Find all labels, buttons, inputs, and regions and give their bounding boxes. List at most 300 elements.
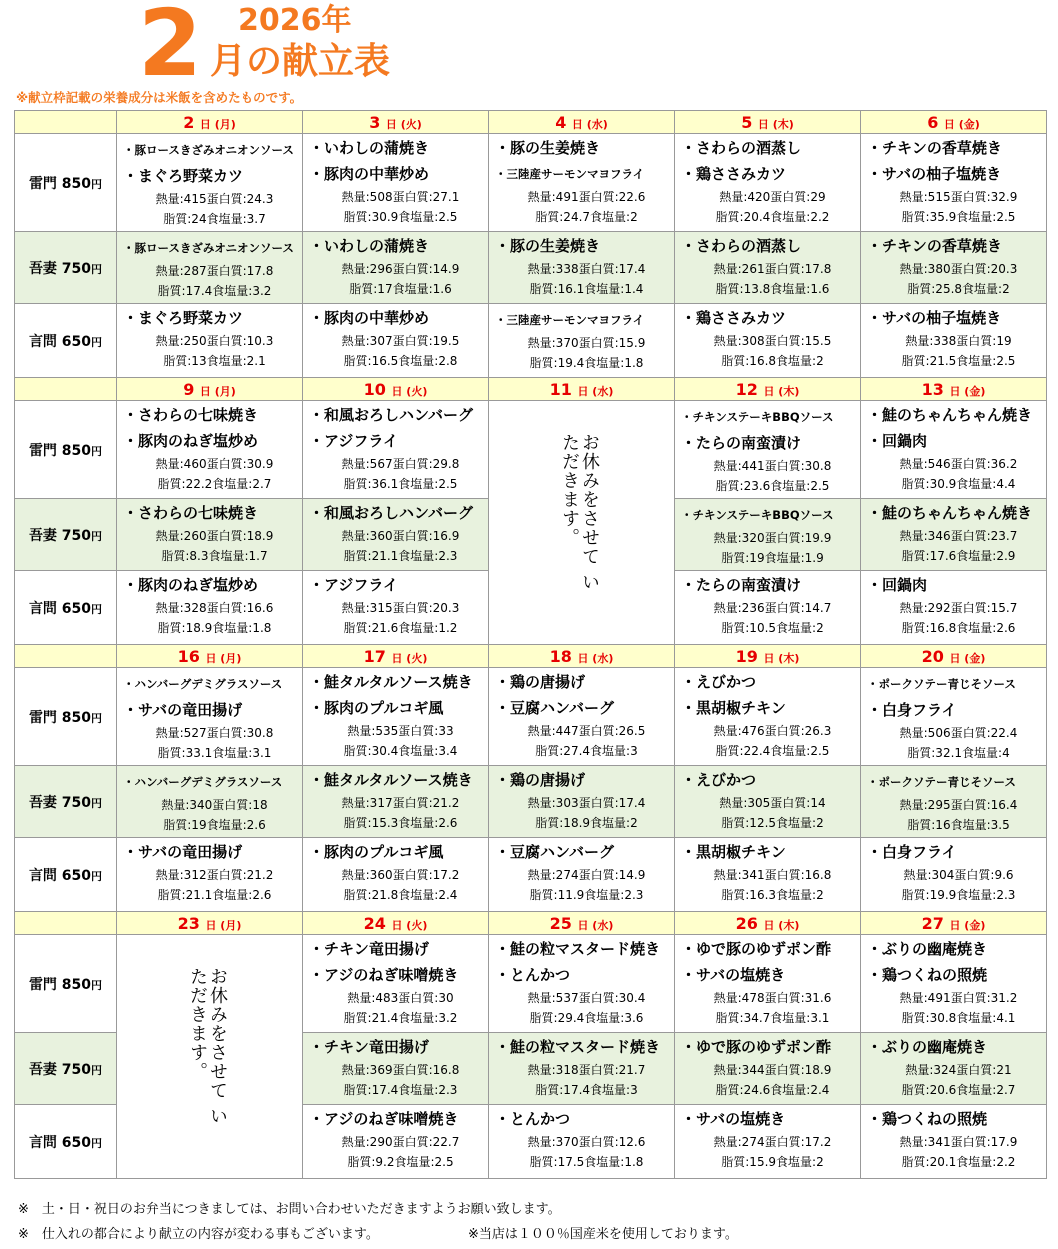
dish-name: ・白身フライ <box>867 843 957 861</box>
date-header <box>861 645 1047 668</box>
nutrition-energy-protein: 熱量:304蛋白質:9.6 <box>903 868 1014 882</box>
date-header <box>489 378 675 401</box>
menu-cell <box>861 232 1047 304</box>
dish-name: ・いわしの蒲焼き <box>309 139 430 157</box>
day-label: 日 (火) <box>385 117 422 131</box>
dish-name: ・豚の生姜焼き <box>495 237 601 255</box>
course-label <box>15 935 117 1033</box>
closed-day-cell <box>489 401 675 645</box>
day-label: 日 (水) <box>577 651 614 665</box>
course-name: 言問 650 <box>28 333 92 350</box>
nutrition-energy-protein: 熱量:491蛋白質:22.6 <box>527 190 646 204</box>
day-label: 日 (火) <box>391 384 428 398</box>
course-name: 吾妻 750 <box>28 1061 92 1078</box>
day-label: 日 (水) <box>577 918 614 932</box>
course-label <box>15 766 117 838</box>
course-unit: 円 <box>91 796 103 810</box>
nutrition-fat-salt: 脂質:16.1食塩量:1.4 <box>529 282 644 296</box>
day-number: 2 <box>183 112 195 132</box>
nutrition-energy-protein: 熱量:527蛋白質:30.8 <box>155 726 274 740</box>
day-label: 日 (月) <box>205 918 242 932</box>
menu-cell <box>117 766 303 838</box>
nutrition-energy-protein: 熱量:305蛋白質:14 <box>719 796 826 810</box>
nutrition-fat-salt: 脂質:18.9食塩量:1.8 <box>157 621 272 635</box>
menu-cell <box>303 766 489 838</box>
day-number: 18 <box>549 646 572 666</box>
course-row <box>15 134 1047 232</box>
dish-name: ・鮭タルタルソース焼き <box>309 673 473 691</box>
nutrition-energy-protein: 熱量:340蛋白質:18 <box>161 798 268 812</box>
dish-name: ・サバの柚子塩焼き <box>867 165 1002 183</box>
nutrition-energy-protein: 熱量:320蛋白質:19.9 <box>713 531 832 545</box>
day-number: 5 <box>741 112 753 132</box>
day-label: 日 (木) <box>757 117 794 131</box>
nutrition-fat-salt: 脂質:16食塩量:3.5 <box>907 818 1010 832</box>
dish-name: ・とんかつ <box>495 1110 571 1128</box>
nutrition-energy-protein: 熱量:508蛋白質:27.1 <box>341 190 460 204</box>
date-header <box>117 645 303 668</box>
course-name: 言問 650 <box>28 867 92 884</box>
menu-cell <box>675 304 861 378</box>
dish-name: ・チキン竜田揚げ <box>309 1038 429 1056</box>
menu-cell <box>675 838 861 912</box>
menu-cell <box>303 935 489 1033</box>
course-row <box>15 232 1047 304</box>
menu-cell <box>117 134 303 232</box>
nutrition-energy-protein: 熱量:460蛋白質:30.9 <box>155 457 274 471</box>
date-header <box>117 111 303 134</box>
course-unit: 円 <box>91 1136 103 1150</box>
dish-name: ・豚ロースきざみオニオンソース <box>123 143 294 157</box>
date-header <box>489 111 675 134</box>
menu-cell <box>303 838 489 912</box>
dish-name: ・鶏の唐揚げ <box>495 771 586 789</box>
course-label <box>15 499 117 571</box>
nutrition-fat-salt: 脂質:17.6食塩量:2.9 <box>901 549 1016 563</box>
nutrition-energy-protein: 熱量:360蛋白質:16.9 <box>341 529 460 543</box>
course-name: 言問 650 <box>28 600 92 617</box>
dish-name: ・豚肉のプルコギ風 <box>309 843 444 861</box>
nutrition-energy-protein: 熱量:315蛋白質:20.3 <box>341 601 460 615</box>
dish-name: ・とんかつ <box>495 966 571 984</box>
course-label <box>15 304 117 378</box>
menu-cell <box>675 401 861 499</box>
nutrition-fat-salt: 脂質:8.3食塩量:1.7 <box>161 549 268 563</box>
nutrition-energy-protein: 熱量:287蛋白質:17.8 <box>155 264 274 278</box>
nutrition-fat-salt: 脂質:18.9食塩量:2 <box>535 816 638 830</box>
date-header-blank <box>15 111 117 134</box>
day-number: 13 <box>921 379 944 399</box>
footer-note-holidays: ※ 土・日・祝日のお弁当につきましては、お問い合わせいただきますようお願い致します。 <box>18 1202 561 1217</box>
course-unit: 円 <box>91 529 103 543</box>
menu-cell <box>489 1033 675 1105</box>
dish-name: ・まぐろ野菜カツ <box>123 167 244 185</box>
dish-name: ・まぐろ野菜カツ <box>123 309 244 327</box>
menu-cell <box>861 401 1047 499</box>
nutrition-energy-protein: 熱量:478蛋白質:31.6 <box>713 991 832 1005</box>
course-name: 雷門 850 <box>28 976 92 993</box>
course-name: 雷門 850 <box>28 709 92 726</box>
nutrition-energy-protein: 熱量:338蛋白質:19 <box>905 334 1012 348</box>
day-number: 27 <box>921 913 944 933</box>
day-label: 日 (火) <box>391 918 428 932</box>
footer-note-rice: ※当店は１００％国産米を使用しております。 <box>468 1227 738 1242</box>
menu-cell <box>303 304 489 378</box>
nutrition-fat-salt: 脂質:19.9食塩量:2.3 <box>901 888 1016 902</box>
menu-cell <box>489 668 675 766</box>
dish-name: ・ぶりの幽庵焼き <box>867 940 988 958</box>
dish-name: ・ゆで豚のゆずポン酢 <box>681 1038 832 1056</box>
day-label: 日 (水) <box>577 384 614 398</box>
day-label: 日 (金) <box>949 651 986 665</box>
header <box>0 0 1058 108</box>
nutrition-energy-protein: 熱量:537蛋白質:30.4 <box>527 991 646 1005</box>
date-header <box>303 111 489 134</box>
menu-cell <box>489 838 675 912</box>
course-label <box>15 1105 117 1179</box>
day-label: 日 (水) <box>571 117 608 131</box>
course-name: 吾妻 750 <box>28 527 92 544</box>
date-header <box>117 378 303 401</box>
date-header-blank <box>15 645 117 668</box>
menu-cell <box>861 935 1047 1033</box>
nutrition-energy-protein: 熱量:346蛋白質:23.7 <box>899 529 1018 543</box>
day-number: 11 <box>549 379 572 399</box>
day-label: 日 (金) <box>949 918 986 932</box>
nutrition-energy-protein: 熱量:370蛋白質:15.9 <box>527 336 646 350</box>
dish-name: ・白身フライ <box>867 701 957 719</box>
course-unit: 円 <box>91 335 103 349</box>
nutrition-energy-protein: 熱量:369蛋白質:16.8 <box>341 1063 460 1077</box>
dish-name: ・さわらの七味焼き <box>123 406 259 424</box>
nutrition-fat-salt: 脂質:17食塩量:1.6 <box>349 282 452 296</box>
nutrition-fat-salt: 脂質:30.8食塩量:4.1 <box>901 1011 1016 1025</box>
dish-name: ・ゆで豚のゆずポン酢 <box>681 940 832 958</box>
menu-cell <box>489 304 675 378</box>
menu-cell <box>489 232 675 304</box>
menu-cell <box>303 668 489 766</box>
course-name: 雷門 850 <box>28 442 92 459</box>
dish-name: ・アジフライ <box>309 576 398 594</box>
menu-cell <box>675 935 861 1033</box>
dish-name: ・鮭タルタルソース焼き <box>309 771 473 789</box>
nutrition-energy-protein: 熱量:567蛋白質:29.8 <box>341 457 460 471</box>
nutrition-fat-salt: 脂質:25.8食塩量:2 <box>907 282 1010 296</box>
dish-name: ・鶏つくねの照焼 <box>867 966 988 984</box>
dish-name: ・回鍋肉 <box>867 576 928 594</box>
dish-name: ・チキンの香草焼き <box>867 237 1002 255</box>
dish-name: ・ハンバーグデミグラスソース <box>123 677 283 691</box>
date-header-blank <box>15 378 117 401</box>
date-header <box>117 912 303 935</box>
dish-name: ・チキン竜田揚げ <box>309 940 429 958</box>
dish-name: ・鮭の粒マスタード焼き <box>495 940 661 958</box>
nutrition-energy-protein: 熱量:261蛋白質:17.8 <box>713 262 832 276</box>
dish-name: ・サバの塩焼き <box>681 966 786 984</box>
date-header <box>675 912 861 935</box>
nutrition-energy-protein: 熱量:338蛋白質:17.4 <box>527 262 646 276</box>
day-number: 12 <box>735 379 758 399</box>
menu-cell <box>861 134 1047 232</box>
day-number: 9 <box>183 379 195 399</box>
menu-cell <box>861 499 1047 571</box>
day-number: 23 <box>177 913 200 933</box>
dish-name: ・鶏ささみカツ <box>681 309 787 327</box>
dish-name: ・いわしの蒲焼き <box>309 237 430 255</box>
date-header-row <box>15 645 1047 668</box>
dish-name: ・和風おろしハンバーグ <box>309 406 473 424</box>
nutrition-energy-protein: 熱量:515蛋白質:32.9 <box>899 190 1018 204</box>
dish-name: ・さわらの七味焼き <box>123 504 259 522</box>
nutrition-energy-protein: 熱量:295蛋白質:16.4 <box>899 798 1018 812</box>
date-header <box>489 645 675 668</box>
nutrition-fat-salt: 脂質:10.5食塩量:2 <box>721 621 824 635</box>
menu-cell <box>489 935 675 1033</box>
menu-cell <box>117 499 303 571</box>
nutrition-fat-salt: 脂質:16.3食塩量:2 <box>721 888 824 902</box>
dish-name: ・和風おろしハンバーグ <box>309 504 473 522</box>
menu-cell <box>117 401 303 499</box>
dish-name: ・アジのねぎ味噌焼き <box>309 1110 459 1128</box>
menu-cell <box>675 766 861 838</box>
nutrition-fat-salt: 脂質:27.4食塩量:3 <box>535 744 638 758</box>
menu-cell <box>303 1105 489 1179</box>
menu-cell <box>117 668 303 766</box>
day-label: 日 (月) <box>205 651 242 665</box>
dish-name: ・豚肉のねぎ塩炒め <box>123 576 259 594</box>
dish-name: ・ポークソテー青じそソース <box>867 775 1016 789</box>
dish-name: ・えびかつ <box>681 673 757 691</box>
nutrition-energy-protein: 熱量:483蛋白質:30 <box>347 991 454 1005</box>
nutrition-energy-protein: 熱量:491蛋白質:31.2 <box>899 991 1018 1005</box>
dish-name: ・豚肉のプルコギ風 <box>309 699 444 717</box>
dish-name: ・チキンステーキBBQソース <box>681 410 834 424</box>
menu-cell <box>675 232 861 304</box>
nutrition-energy-protein: 熱量:296蛋白質:14.9 <box>341 262 460 276</box>
day-number: 20 <box>921 646 944 666</box>
course-label <box>15 232 117 304</box>
course-row <box>15 935 1047 1033</box>
dish-name: ・三陸産サーモンマヨフライ <box>495 313 645 327</box>
nutrition-fat-salt: 脂質:30.9食塩量:4.4 <box>901 477 1016 491</box>
dish-name: ・黒胡椒チキン <box>681 843 786 861</box>
nutrition-fat-salt: 脂質:30.9食塩量:2.5 <box>343 210 458 224</box>
day-label: 日 (木) <box>763 384 800 398</box>
nutrition-energy-protein: 熱量:341蛋白質:16.8 <box>713 868 832 882</box>
nutrition-fat-salt: 脂質:32.1食塩量:4 <box>907 746 1010 760</box>
date-header <box>675 378 861 401</box>
date-header <box>489 912 675 935</box>
day-number: 17 <box>363 646 386 666</box>
menu-cell <box>117 304 303 378</box>
course-label <box>15 401 117 499</box>
nutrition-fat-salt: 脂質:20.6食塩量:2.7 <box>901 1083 1016 1097</box>
nutrition-energy-protein: 熱量:441蛋白質:30.8 <box>713 459 832 473</box>
menu-cell <box>861 838 1047 912</box>
dish-name: ・サバの塩焼き <box>681 1110 786 1128</box>
nutrition-fat-salt: 脂質:16.8食塩量:2.6 <box>901 621 1016 635</box>
nutrition-fat-salt: 脂質:21.1食塩量:2.6 <box>157 888 272 902</box>
date-header <box>303 645 489 668</box>
nutrition-fat-salt: 脂質:19食塩量:2.6 <box>163 818 266 832</box>
dish-name: ・さわらの酒蒸し <box>681 139 802 157</box>
menu-cell <box>675 499 861 571</box>
course-row <box>15 766 1047 838</box>
dish-name: ・チキンステーキBBQソース <box>681 508 834 522</box>
menu-cell <box>303 571 489 645</box>
nutrition-energy-protein: 熱量:341蛋白質:17.9 <box>899 1135 1018 1149</box>
date-header <box>861 111 1047 134</box>
menu-cell <box>303 232 489 304</box>
course-name: 言問 650 <box>28 1134 92 1151</box>
nutrition-energy-protein: 熱量:260蛋白質:18.9 <box>155 529 274 543</box>
date-header <box>303 378 489 401</box>
nutrition-energy-protein: 熱量:420蛋白質:29 <box>719 190 826 204</box>
menu-cell <box>117 571 303 645</box>
nutrition-energy-protein: 熱量:415蛋白質:24.3 <box>155 192 274 206</box>
course-row <box>15 401 1047 499</box>
menu-cell <box>861 766 1047 838</box>
course-unit: 円 <box>91 177 103 191</box>
course-row <box>15 668 1047 766</box>
day-number: 10 <box>363 379 386 399</box>
nutrition-fat-salt: 脂質:21.6食塩量:1.2 <box>343 621 458 635</box>
nutrition-energy-protein: 熱量:328蛋白質:16.6 <box>155 601 274 615</box>
day-label: 日 (金) <box>949 384 986 398</box>
date-header-blank <box>15 912 117 935</box>
dish-name: ・鮭の粒マスタード焼き <box>495 1038 661 1056</box>
dish-name: ・さわらの酒蒸し <box>681 237 802 255</box>
date-header <box>675 111 861 134</box>
nutrition-energy-protein: 熱量:546蛋白質:36.2 <box>899 457 1018 471</box>
nutrition-fat-salt: 脂質:19.4食塩量:1.8 <box>529 356 644 370</box>
course-unit: 円 <box>91 711 103 725</box>
nutrition-note: ※献立枠記載の栄養成分は米飯を含めたものです。 <box>16 90 303 105</box>
course-unit: 円 <box>91 869 103 883</box>
dish-name: ・黒胡椒チキン <box>681 699 786 717</box>
dish-name: ・アジのねぎ味噌焼き <box>309 966 459 984</box>
nutrition-fat-salt: 脂質:22.4食塩量:2.5 <box>715 744 830 758</box>
menu-cell <box>303 134 489 232</box>
nutrition-energy-protein: 熱量:292蛋白質:15.7 <box>899 601 1018 615</box>
nutrition-fat-salt: 脂質:13食塩量:2.1 <box>163 354 266 368</box>
year: 2026年 <box>238 3 352 38</box>
closed-notice: お休みをさせて いただきます。 <box>187 967 228 1126</box>
day-number: 6 <box>927 112 939 132</box>
date-header-row <box>15 378 1047 401</box>
menu-cell <box>675 571 861 645</box>
nutrition-fat-salt: 脂質:11.9食塩量:2.3 <box>529 888 644 902</box>
day-number: 24 <box>363 913 386 933</box>
course-unit: 円 <box>91 262 103 276</box>
dish-name: ・豆腐ハンバーグ <box>495 843 614 861</box>
nutrition-fat-salt: 脂質:33.1食塩量:3.1 <box>157 746 272 760</box>
day-label: 日 (木) <box>763 651 800 665</box>
dish-name: ・サバの竜田揚げ <box>123 843 243 861</box>
menu-cell <box>861 1105 1047 1179</box>
date-header <box>861 378 1047 401</box>
course-label <box>15 571 117 645</box>
dish-name: ・豆腐ハンバーグ <box>495 699 614 717</box>
course-name: 吾妻 750 <box>28 794 92 811</box>
menu-cell <box>861 1033 1047 1105</box>
nutrition-energy-protein: 熱量:476蛋白質:26.3 <box>713 724 832 738</box>
course-name: 吾妻 750 <box>28 260 92 277</box>
dish-name: ・ポークソテー青じそソース <box>867 677 1016 691</box>
menu-cell <box>117 232 303 304</box>
month-number: 2 <box>138 0 203 97</box>
dish-name: ・鶏の唐揚げ <box>495 673 586 691</box>
nutrition-fat-salt: 脂質:20.4食塩量:2.2 <box>715 210 830 224</box>
nutrition-energy-protein: 熱量:274蛋白質:14.9 <box>527 868 646 882</box>
dish-name: ・三陸産サーモンマヨフライ <box>495 167 645 181</box>
day-label: 日 (金) <box>943 117 980 131</box>
nutrition-fat-salt: 脂質:34.7食塩量:3.1 <box>715 1011 830 1025</box>
menu-cell <box>303 499 489 571</box>
nutrition-fat-salt: 脂質:20.1食塩量:2.2 <box>901 1155 1016 1169</box>
dish-name: ・サバの竜田揚げ <box>123 701 243 719</box>
nutrition-energy-protein: 熱量:308蛋白質:15.5 <box>713 334 832 348</box>
course-row <box>15 838 1047 912</box>
dish-name: ・豚肉のねぎ塩炒め <box>123 432 259 450</box>
dish-name: ・豚ロースきざみオニオンソース <box>123 241 294 255</box>
menu-cell <box>303 401 489 499</box>
nutrition-energy-protein: 熱量:535蛋白質:33 <box>347 724 454 738</box>
dish-name: ・たらの南蛮漬け <box>681 576 802 594</box>
nutrition-fat-salt: 脂質:16.5食塩量:2.8 <box>343 354 458 368</box>
menu-cell <box>675 134 861 232</box>
dish-name: ・鶏つくねの照焼 <box>867 1110 988 1128</box>
day-number: 19 <box>735 646 758 666</box>
menu-cell <box>861 571 1047 645</box>
date-header <box>861 912 1047 935</box>
page-title: 月の献立表 <box>210 41 391 82</box>
date-header <box>675 645 861 668</box>
course-unit: 円 <box>91 602 103 616</box>
course-label <box>15 134 117 232</box>
menu-cell <box>117 838 303 912</box>
nutrition-energy-protein: 熱量:236蛋白質:14.7 <box>713 601 832 615</box>
nutrition-fat-salt: 脂質:22.2食塩量:2.7 <box>157 477 272 491</box>
nutrition-fat-salt: 脂質:21.4食塩量:3.2 <box>343 1011 458 1025</box>
day-number: 25 <box>549 913 572 933</box>
nutrition-fat-salt: 脂質:17.5食塩量:1.8 <box>529 1155 644 1169</box>
course-name: 雷門 850 <box>28 175 92 192</box>
date-header-row <box>15 111 1047 134</box>
course-row <box>15 304 1047 378</box>
menu-cell <box>489 766 675 838</box>
course-unit: 円 <box>91 1063 103 1077</box>
nutrition-fat-salt: 脂質:24食塩量:3.7 <box>163 212 266 226</box>
day-number: 4 <box>555 112 567 132</box>
nutrition-energy-protein: 熱量:290蛋白質:22.7 <box>341 1135 460 1149</box>
dish-name: ・豚肉の中華炒め <box>309 309 430 327</box>
date-header <box>303 912 489 935</box>
nutrition-fat-salt: 脂質:17.4食塩量:2.3 <box>343 1083 458 1097</box>
course-label <box>15 838 117 912</box>
menu-cell <box>489 134 675 232</box>
nutrition-fat-salt: 脂質:13.8食塩量:1.6 <box>715 282 830 296</box>
menu-table <box>14 110 1047 1179</box>
dish-name: ・鶏ささみカツ <box>681 165 787 183</box>
menu-cell <box>861 304 1047 378</box>
menu-cell <box>303 1033 489 1105</box>
day-number: 3 <box>369 112 381 132</box>
nutrition-energy-protein: 熱量:447蛋白質:26.5 <box>527 724 646 738</box>
menu-cell <box>489 1105 675 1179</box>
nutrition-energy-protein: 熱量:318蛋白質:21.7 <box>527 1063 646 1077</box>
course-label <box>15 668 117 766</box>
